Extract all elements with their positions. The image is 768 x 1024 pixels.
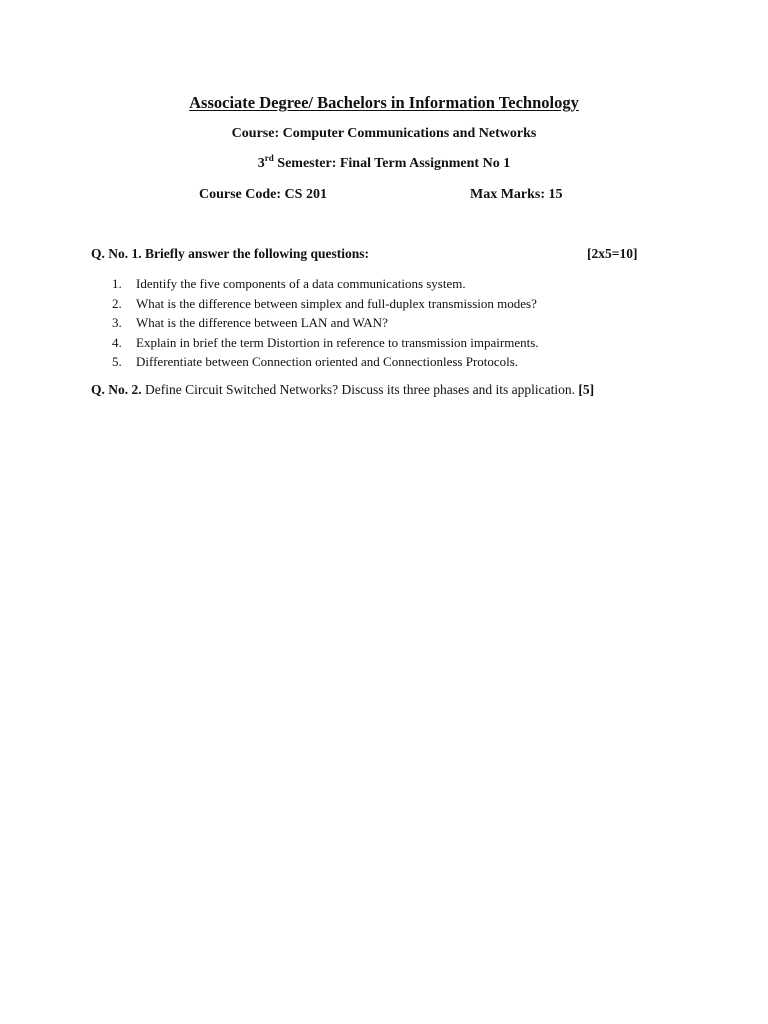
list-item-text: Differentiate between Connection oriented and Connectionless Protocols. bbox=[136, 354, 519, 369]
list-item-number: 2. bbox=[112, 295, 122, 311]
list-item-number: 1. bbox=[112, 276, 122, 291]
list-item-text: Explain in brief the term Distortion in reference to transmission impairments. bbox=[136, 334, 539, 350]
list-item bbox=[112, 313, 539, 333]
question-2 bbox=[91, 382, 594, 398]
document-title: Associate Degree/ Bachelors in Information Technology bbox=[189, 93, 579, 112]
course-code: Course Code: CS 201 bbox=[199, 187, 327, 202]
question-1-marks: [2x5=10] bbox=[587, 246, 638, 261]
list-item-number: 5. bbox=[112, 354, 122, 369]
semester-text: Semester: Final Term Assignment No 1 bbox=[273, 156, 511, 171]
list-item-text: What is the difference between simplex and full-duplex transmission modes? bbox=[136, 295, 537, 311]
question-2-label: Q. No. 2. bbox=[91, 382, 142, 397]
list-item bbox=[112, 274, 539, 294]
semester-line bbox=[0, 153, 768, 172]
max-marks: Max Marks: 15 bbox=[470, 187, 563, 202]
question-2-text: Define Circuit Switched Networks? Discuss its three phases and its application. bbox=[141, 382, 579, 397]
list-item-number: 4. bbox=[112, 334, 122, 350]
semester-number: 3 bbox=[257, 156, 265, 171]
question-2-marks: [5] bbox=[578, 382, 595, 397]
question-1-list bbox=[112, 274, 539, 372]
question-1-heading: Q. No. 1. Briefly answer the following questions: bbox=[91, 246, 370, 261]
list-item-number: 3. bbox=[112, 315, 122, 330]
list-item-text: Identify the five components of a data communications system. bbox=[136, 276, 466, 291]
list-item bbox=[112, 294, 539, 314]
semester-ordinal-suffix: rd bbox=[264, 153, 274, 163]
list-item bbox=[112, 352, 539, 372]
course-name: Course: Computer Communications and Networks bbox=[231, 126, 537, 141]
list-item-text: What is the difference between LAN and WAN? bbox=[136, 315, 388, 330]
list-item bbox=[112, 333, 539, 353]
